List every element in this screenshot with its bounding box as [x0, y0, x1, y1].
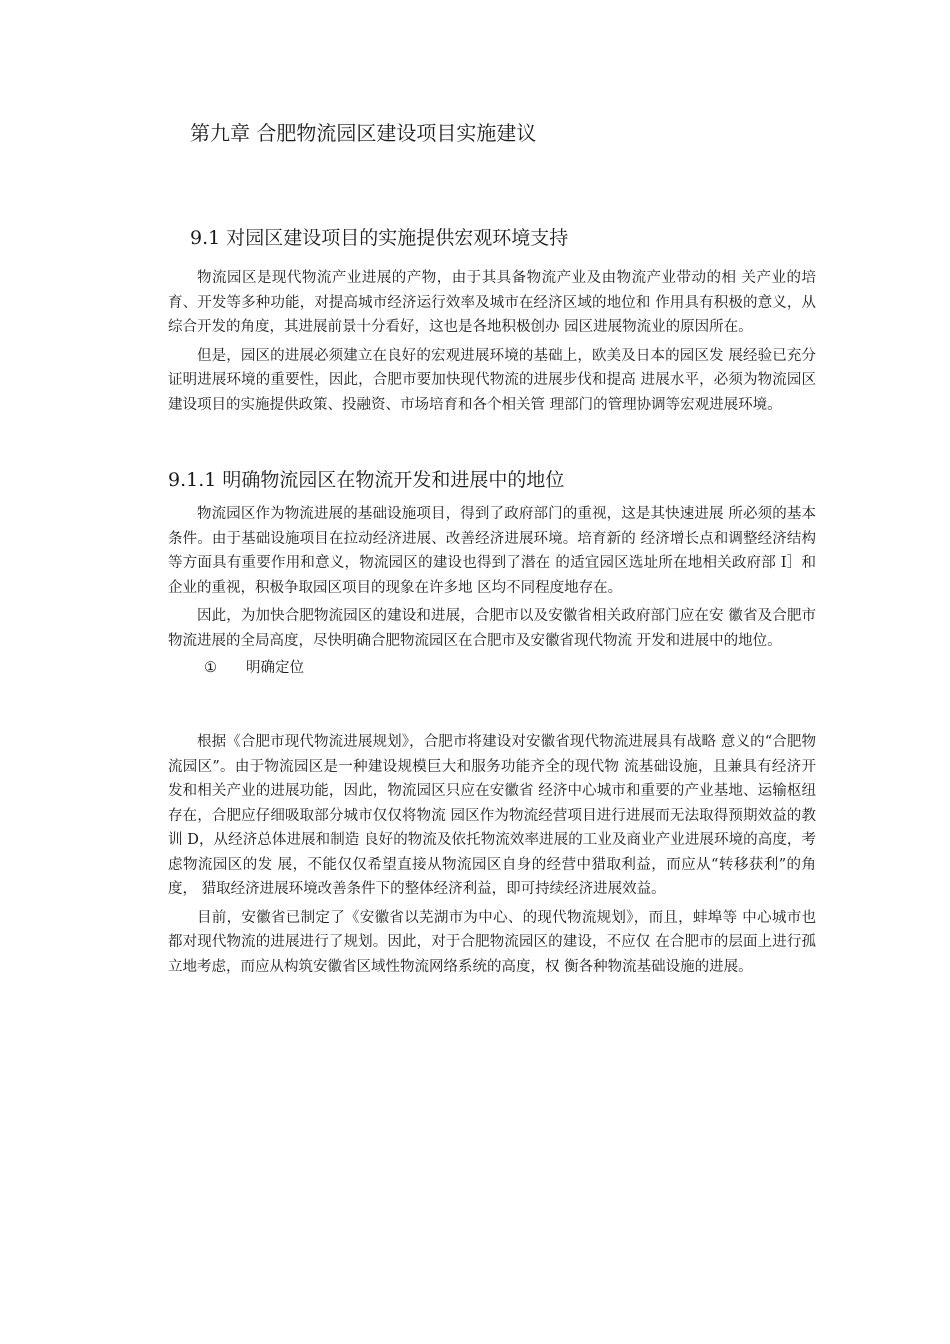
- section-body: [168, 266, 816, 417]
- closing-body: [168, 730, 816, 979]
- paragraph: 因此，为加快合肥物流园区的建设和进展，合肥市以及安徽省相关政府部门应在安 徽省及合肥市物流进展的全局高度，尽快明确合肥物流园区在合肥市及安徽省现代物流 开发和进展中的地位。: [168, 608, 816, 649]
- paragraph: 目前，安徽省已制定了《安徽省以芜湖市为中心、的现代物流规划》，而且，蚌埠等 中心城市也都对现代物流的进展进行了规划。因此，对于合肥物流园区的建设，不应仅 在合肥市的层面上进行孤立地考虑，而应从构筑安徽省区域性物流网络系统的高度，权 衡各种物流基础设施的进展。: [168, 909, 816, 975]
- list-item-text: 明确定位: [246, 660, 304, 676]
- paragraph: 但是，园区的进展必须建立在良好的宏观进展环境的基础上，欧美及日本的园区发 展经验已充分证明进展环境的重要性，因此，合肥市要加快现代物流的进展步伐和提高 进展水平，必须为物流园区建设项目的实施提供政策、投融资、市场培育和各个相关管 理部门的管理协调等宏观进展环境。: [168, 347, 816, 413]
- section-title: 9.1 对园区建设项目的实施提供宏观环境支持: [190, 227, 569, 249]
- list-item: [168, 656, 816, 681]
- paragraph: 物流园区是现代物流产业进展的产物，由于其具备物流产业及由物流产业带动的相 关产业的培育、开发等多种功能，对提高城市经济运行效率及城市在经济区域的地位和 作用具有积极的意义，从综合开发的角度，其进展前景十分看好，这也是各地积极创办 园区进展物流业的原因所在。: [168, 270, 816, 335]
- subsection-title: 9.1.1 明确物流园区在物流开发和进展中的地位: [168, 469, 565, 491]
- list-marker: ①: [204, 660, 217, 676]
- chapter-title: 第九章 合肥物流园区建设项目实施建议: [190, 121, 537, 145]
- subsection-body: [168, 502, 816, 681]
- paragraph: 物流园区作为物流进展的基础设施项目，得到了政府部门的重视，这是其快速进展 所必须的基本条件。由于基础设施项目在拉动经济进展、改善经济进展环境。培育新的 经济增长点和调整经济结构等方面具有重要作用和意义，物流园区的建设也得到了潜在 的适宜园区选址所在地相关政府部 I］和企业的重视，积极争取园区项目的现象在许多地 区均不同程度地存在。: [168, 506, 816, 596]
- paragraph: 根据《合肥市现代物流进展规划》，合肥市将建设对安徽省现代物流进展具有战略 意义的“合肥物流园区”。由于物流园区是一种建设规模巨大和服务功能齐全的现代物 流基础设施，且兼具有经济开发和相关产业的进展功能，因此，物流园区只应在安徽省 经济中心城市和重要的产业基地、运输枢纽存在，合肥应仔细吸取部分城市仅仅将物流 园区作为物流经营项目进行进展而无法取得预期效益的教训 D，从经济总体进展和制造 良好的物流及依托物流效率进展的工业及商业产业进展环境的高度，考虑物流园区的发 展，不能仅仅希望直接从物流园区自身的经营中猎取利益，而应从“转移获利”的角度， 猎取经济进展环境改善条件下的整体经济利益，即可持续经济进展效益。: [168, 734, 816, 897]
